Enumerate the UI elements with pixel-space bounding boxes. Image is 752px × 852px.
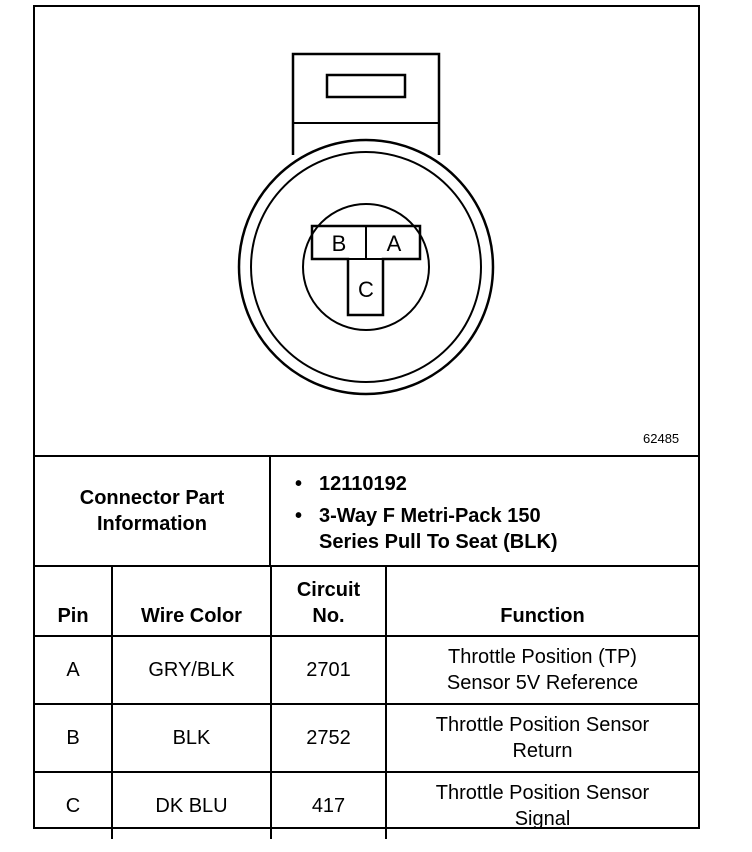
function-line1: Throttle Position (TP) (448, 646, 637, 668)
connector-type-line2: Series Pull To Seat (BLK) (319, 531, 558, 553)
function-cell (386, 772, 698, 839)
connector-sheet (33, 5, 700, 829)
part-number-item (295, 471, 685, 497)
header-circuit-line2: No. (312, 605, 345, 627)
figure-number: 62485 (643, 431, 680, 446)
connector-info-label-line2: Information (97, 513, 207, 535)
circuit-cell: 2752 (271, 704, 386, 772)
header-circuit-no (271, 567, 386, 636)
connector-info-list (295, 471, 685, 561)
connector-info-label (35, 457, 271, 565)
header-function: Function (386, 567, 698, 636)
pin-table-header (35, 567, 698, 636)
header-circuit-line1: Circuit (296, 579, 361, 601)
pin-label-a: A (386, 231, 402, 256)
pin-label-b: B (331, 231, 347, 256)
function-line1: Throttle Position Sensor (435, 714, 650, 736)
header-wire-color: Wire Color (112, 567, 271, 636)
function-line2: Signal (514, 808, 571, 830)
table-row (35, 772, 698, 839)
function-line2: Sensor 5V Reference (446, 672, 639, 694)
circuit-cell: 2701 (271, 636, 386, 704)
wire-color-cell: GRY/BLK (112, 636, 271, 704)
function-cell (386, 704, 698, 772)
tab-window (327, 75, 405, 97)
pin-label-c: C (358, 277, 374, 302)
wire-color-cell: DK BLU (112, 772, 271, 839)
pin-cell: A (35, 636, 112, 704)
connector-type-line1: • 3-Way F Metri-Pack 150 (319, 505, 541, 527)
connector-face-drawing (35, 7, 698, 455)
connector-type-item (295, 503, 685, 555)
table-row (35, 636, 698, 704)
pin-cell: C (35, 772, 112, 839)
header-pin: Pin (35, 567, 112, 636)
function-line1: Throttle Position Sensor (435, 782, 650, 804)
part-number: • 12110192 (319, 473, 407, 495)
function-line2: Return (512, 740, 573, 762)
connector-outer-ring (239, 140, 493, 394)
pin-table (35, 567, 698, 839)
wire-color-cell: BLK (112, 704, 271, 772)
table-row (35, 704, 698, 772)
circuit-cell: 417 (271, 772, 386, 839)
function-cell (386, 636, 698, 704)
connector-part-info (35, 457, 698, 567)
connector-diagram (35, 7, 698, 457)
pin-cell: B (35, 704, 112, 772)
connector-info-label-line1: Connector Part (79, 487, 225, 509)
